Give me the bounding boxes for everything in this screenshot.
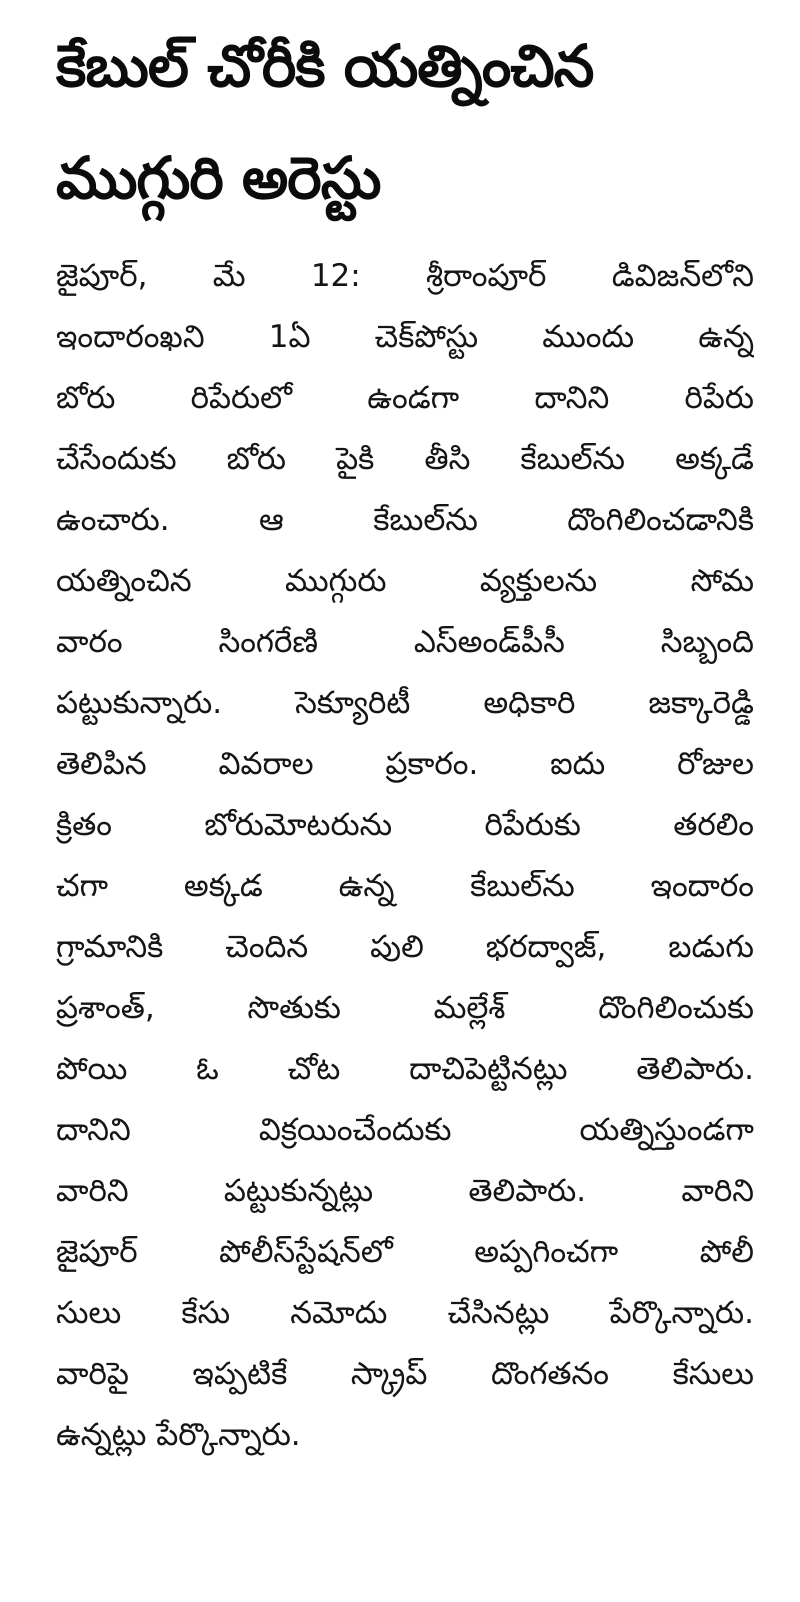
body-line: పోయి ఓ చోట దాచిపెట్టినట్లు తెలిపారు.	[56, 1051, 754, 1087]
body-line: సులు కేసు నమోదు చేసినట్లు పేర్కొన్నారు.	[56, 1295, 754, 1331]
body-line: పట్టుకున్నారు. సెక్యూరిటీ అధికారి జక్కారెడ్డి	[56, 685, 754, 721]
body-line: వారం సింగరేణి ఎస్‌అండ్‌పీసీ సిబ్బంది	[56, 624, 754, 660]
body-line: వారిని పట్టుకున్నట్లు తెలిపారు. వారిని	[56, 1173, 754, 1209]
body-line: జైపూర్ పోలీస్‌స్టేషన్‌లో అప్పగించగా పోలీ	[56, 1234, 754, 1270]
body-line: క్రితం బోరుమోటరును రిపేరుకు తరలిం	[56, 807, 754, 843]
body-line: గ్రామానికి చెందిన పులి భరద్వాజ్, బడుగు	[56, 929, 754, 965]
article-body	[56, 246, 754, 1466]
body-line: చగా అక్కడ ఉన్న కేబుల్‌ను ఇందారం	[56, 868, 754, 904]
body-line: తెలిపిన వివరాల ప్రకారం. ఐదు రోజుల	[56, 746, 754, 782]
headline-line-2: ముగ్గురి అరెస్టు	[56, 144, 381, 212]
body-line: ఉంచారు. ఆ కేబుల్‌ను దొంగిలించడానికి	[56, 502, 754, 538]
body-line: జైపూర్, మే 12: శ్రీరాంపూర్ డివిజన్‌లోని	[56, 258, 754, 294]
body-line: దానిని విక్రయించేందుకు యత్నిస్తుండగా	[56, 1112, 754, 1148]
body-line: చేసేందుకు బోరు పైకి తీసి కేబుల్‌ను అక్కడే	[56, 441, 754, 477]
body-line: ఇందారంఖని 1ఏ చెక్‌పోస్టు ముందు ఉన్న	[56, 319, 754, 355]
body-line: ఉన్నట్లు పేర్కొన్నారు.	[56, 1417, 301, 1453]
body-line: బోరు రిపేరులో ఉండగా దానిని రిపేరు	[56, 380, 754, 416]
body-line: ప్రశాంత్, సొతుకు మల్లేశ్ దొంగిలించుకు	[56, 990, 754, 1026]
headline-line-1: కేబుల్ చోరీకి యత్నించిన	[56, 32, 594, 100]
body-line: యత్నించిన ముగ్గురు వ్యక్తులను సోమ	[56, 563, 754, 599]
body-line: వారిపై ఇప్పటికే స్క్రాప్ దొంగతనం కేసులు	[56, 1356, 754, 1392]
